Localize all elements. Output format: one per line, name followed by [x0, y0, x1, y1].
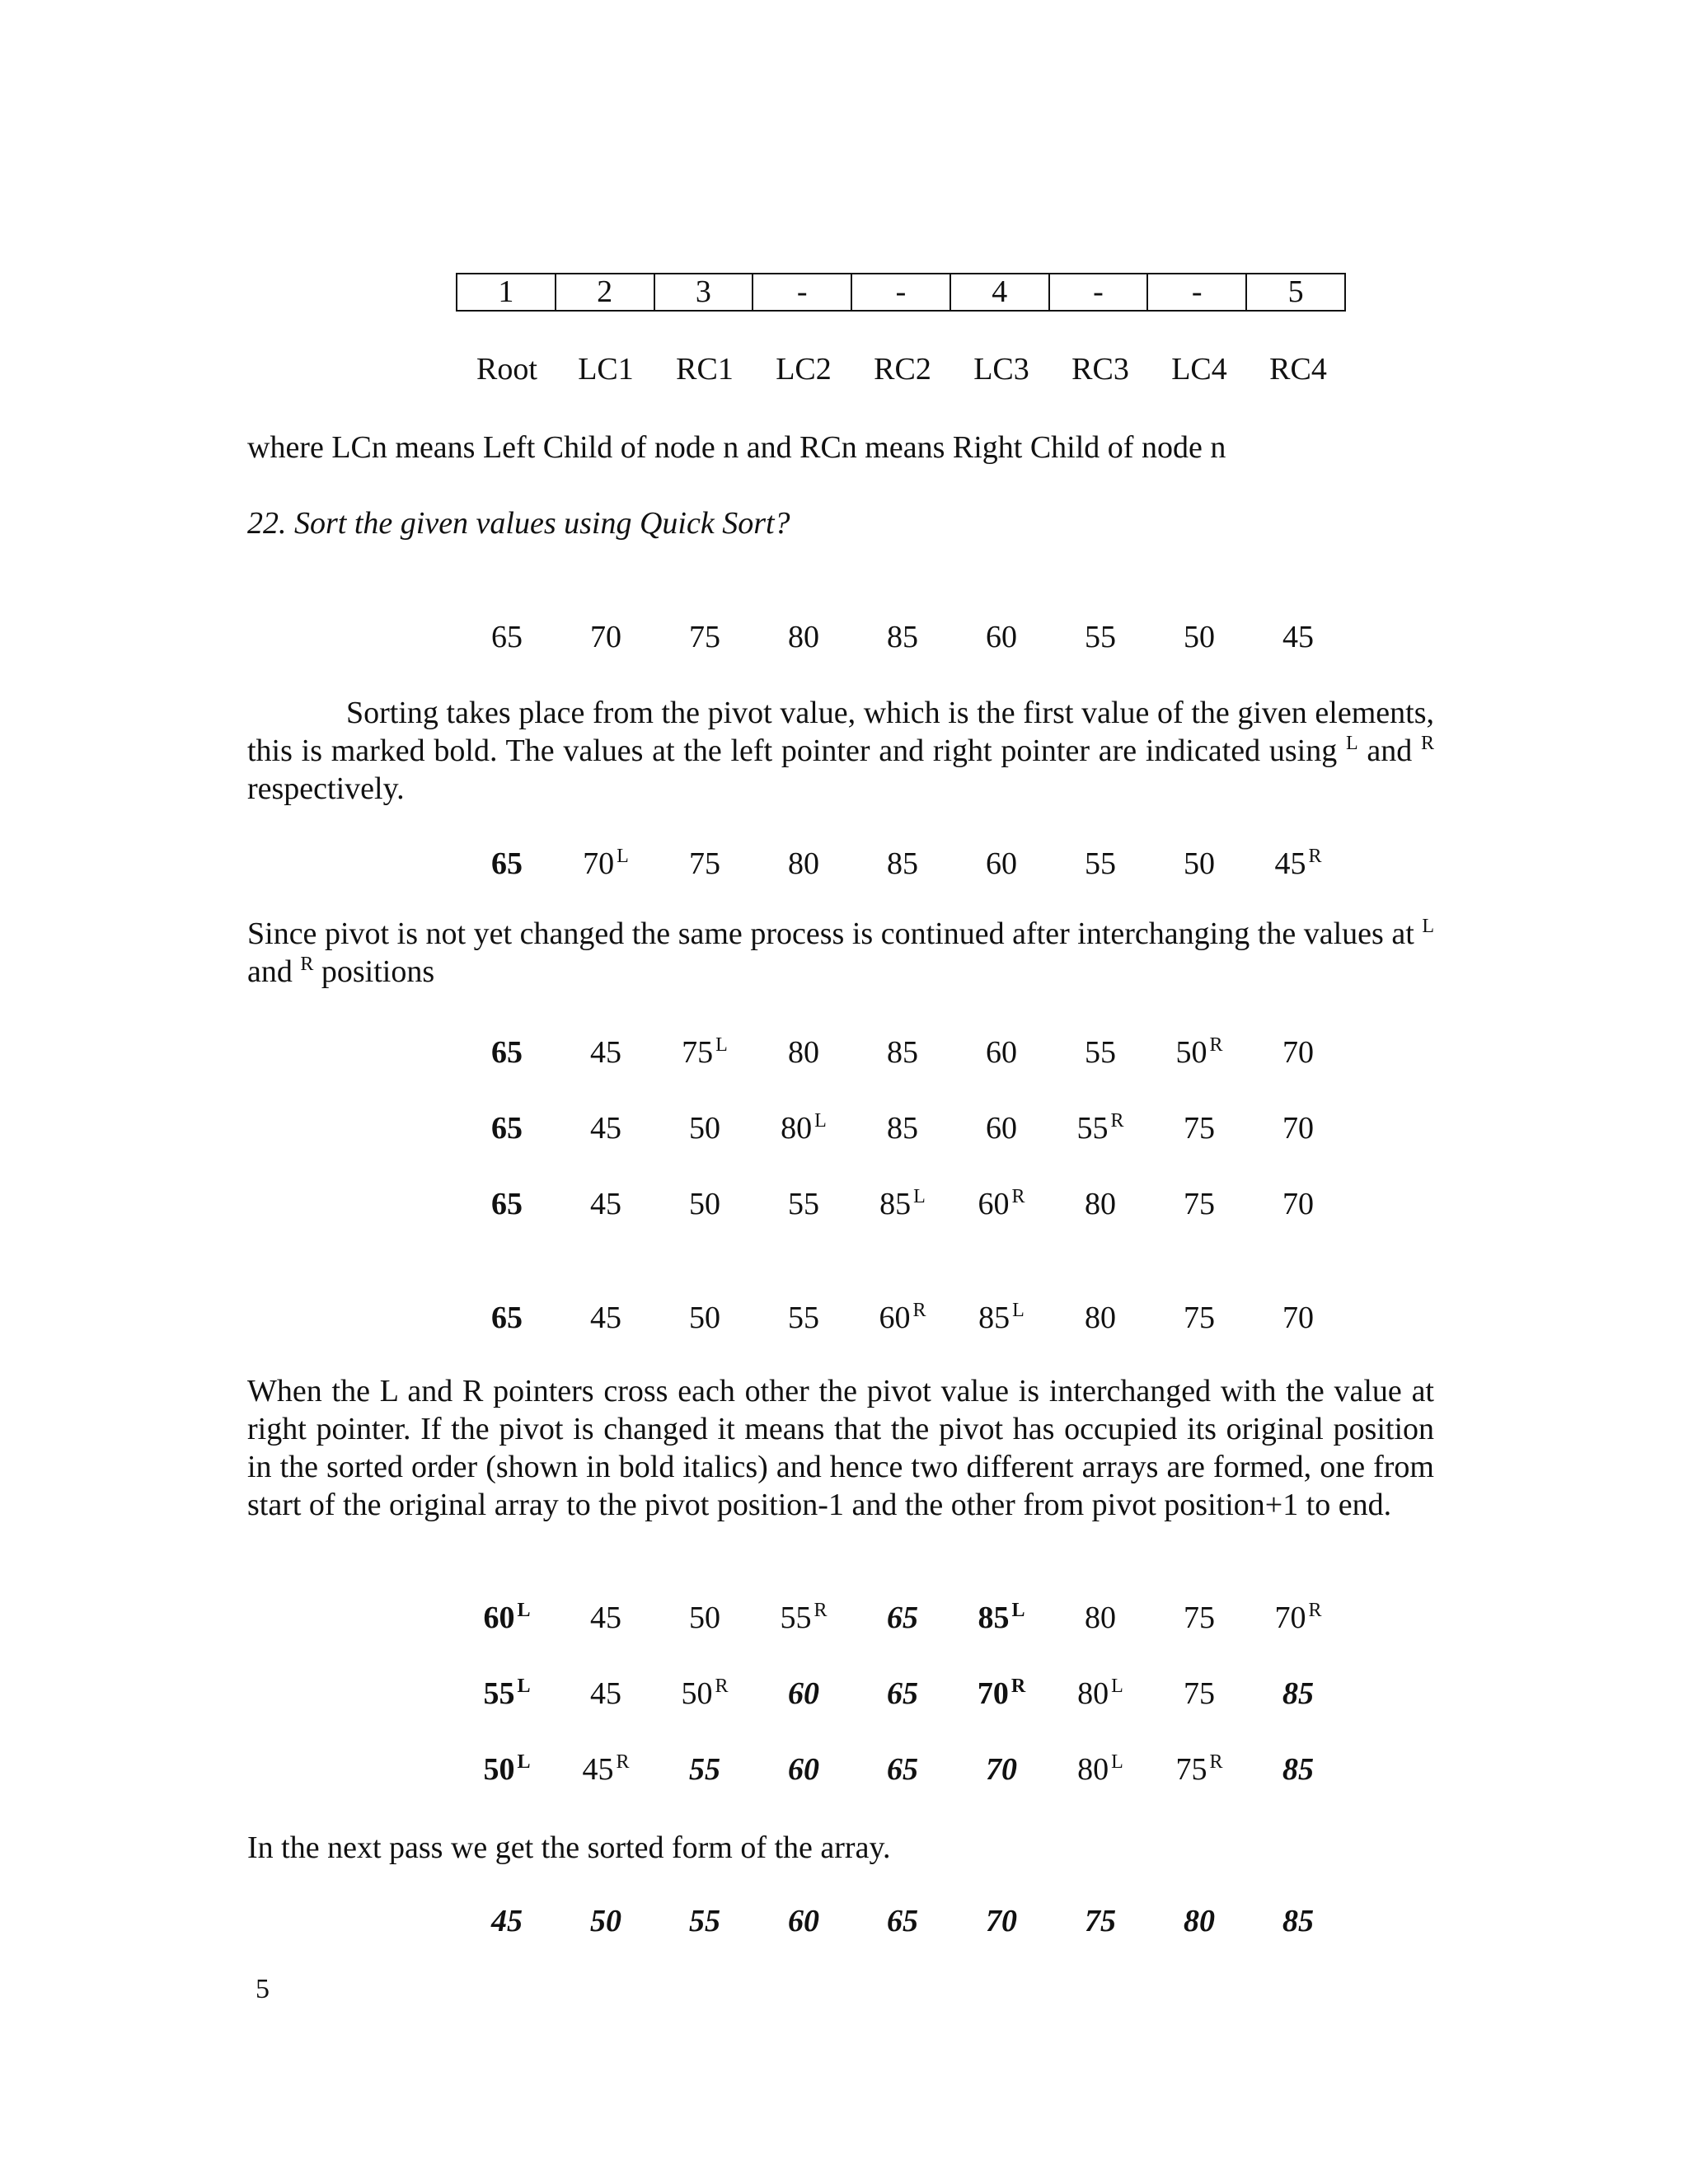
- value-number: 75: [682, 1035, 714, 1070]
- right-pointer-mark: R: [715, 1675, 729, 1697]
- value-number: 60: [788, 1752, 819, 1787]
- value-cell: 50: [1184, 620, 1215, 654]
- value-number: 55: [780, 1601, 812, 1635]
- initial-values-row: [457, 616, 1348, 658]
- sorted-value: 65: [887, 1904, 918, 1938]
- value-number: 55: [788, 1301, 819, 1335]
- value-number: 60: [788, 1676, 819, 1711]
- value-cell: [754, 1108, 853, 1149]
- value-number: 70: [977, 1676, 1009, 1711]
- right-pointer-mark: R: [1308, 846, 1322, 867]
- value-cell: [1249, 1183, 1348, 1225]
- value-cell: [853, 1108, 952, 1149]
- array-label: RC2: [874, 352, 931, 387]
- array-cell: 1: [457, 274, 556, 311]
- value-cell: [655, 1597, 754, 1638]
- value-number: 45: [590, 1035, 621, 1070]
- value-cell: [754, 843, 853, 884]
- value-cell: [1051, 1108, 1150, 1149]
- value-cell: [457, 1032, 556, 1073]
- value-cell: [1150, 1183, 1249, 1225]
- value-number: 45: [590, 1676, 621, 1711]
- value-number: 60: [978, 1187, 1010, 1221]
- value-number: 55: [689, 1752, 720, 1787]
- right-pointer-mark: R: [1110, 1110, 1124, 1132]
- sort-step-row: [457, 1032, 1348, 1073]
- array-table-row: [457, 274, 1345, 311]
- value-number: 80: [1085, 1601, 1116, 1635]
- explanation-paragraph-2: [247, 915, 1434, 991]
- value-number: 50: [681, 1676, 713, 1711]
- value-number: 80: [1085, 1301, 1116, 1335]
- value-cell: 70: [590, 620, 621, 654]
- left-pointer-mark: L: [715, 1034, 728, 1056]
- value-number: 60: [986, 1111, 1017, 1146]
- paragraph-text: and: [247, 954, 301, 989]
- value-cell: [754, 1032, 853, 1073]
- value-cell: [457, 1183, 556, 1225]
- value-cell: [556, 1673, 655, 1714]
- array-cell: 4: [950, 274, 1049, 311]
- partition-step-row: [457, 1597, 1348, 1638]
- sorted-value: 50: [590, 1904, 621, 1938]
- value-number: 85: [978, 1601, 1010, 1635]
- sort-step-row: [457, 1183, 1348, 1225]
- value-cell: [754, 1597, 853, 1638]
- value-cell: [457, 1597, 556, 1638]
- value-number: 45: [590, 1601, 621, 1635]
- value-number: 70: [1282, 1111, 1314, 1146]
- array-label: RC1: [676, 352, 734, 387]
- explanation-paragraph-1: [247, 694, 1434, 808]
- value-number: 45: [582, 1752, 614, 1787]
- value-cell: 65: [491, 620, 523, 654]
- value-cell: [1150, 1032, 1249, 1073]
- value-number: 85: [879, 1187, 912, 1221]
- value-number: 75: [1184, 1187, 1215, 1221]
- left-pointer-mark: L: [1012, 1300, 1025, 1321]
- value-number: 65: [887, 1676, 918, 1711]
- value-cell: 80: [788, 620, 819, 654]
- value-number: 65: [887, 1752, 918, 1787]
- value-cell: [853, 1297, 952, 1338]
- value-number: 50: [1184, 846, 1215, 881]
- value-cell: [1249, 843, 1348, 884]
- left-pointer-mark: L: [1345, 733, 1358, 754]
- where-note: where LCn means Left Child of node n and RCn means Right Child of node n: [247, 430, 1226, 465]
- right-pointer-mark: R: [300, 954, 314, 975]
- sorted-value: 75: [1085, 1904, 1116, 1938]
- value-number: 65: [491, 1301, 523, 1335]
- value-number: 45: [590, 1111, 621, 1146]
- array-cell: 3: [654, 274, 753, 311]
- value-cell: [655, 1108, 754, 1149]
- value-cell: [655, 1297, 754, 1338]
- value-cell: [952, 1749, 1051, 1790]
- value-cell: [655, 1183, 754, 1225]
- value-cell: [1249, 1032, 1348, 1073]
- value-number: 80: [1085, 1187, 1116, 1221]
- value-cell: [1150, 1673, 1249, 1714]
- right-pointer-mark: R: [1209, 1751, 1223, 1773]
- question-heading: 22. Sort the given values using Quick Sort?: [247, 506, 790, 541]
- value-cell: [1051, 1183, 1150, 1225]
- partition-step-row: [457, 1673, 1348, 1714]
- value-cell: [457, 1749, 556, 1790]
- array-cell: -: [753, 274, 851, 311]
- right-pointer-mark: R: [1209, 1034, 1223, 1056]
- value-number: 60: [986, 846, 1017, 881]
- explanation-paragraph-3: When the L and R pointers cross each other the pivot value is interchanged with the value at right pointer. If the pivot is changed it means that the pivot has occupied its original position in the sorted order (shown in bold italics) and hence two different arrays are formed, one from start of the original array to the pivot position-1 and the other from pivot position+1 to end.: [247, 1374, 1434, 1522]
- value-cell: 85: [887, 620, 918, 654]
- value-cell: 55: [1085, 620, 1116, 654]
- value-cell: [754, 1749, 853, 1790]
- value-cell: [1150, 1749, 1249, 1790]
- value-number: 85: [887, 846, 918, 881]
- value-cell: [1249, 1597, 1348, 1638]
- value-cell: 45: [1282, 620, 1314, 654]
- value-cell: [952, 843, 1051, 884]
- value-number: 50: [1175, 1035, 1207, 1070]
- sort-step-row: [457, 843, 1348, 884]
- value-cell: [952, 1297, 1051, 1338]
- sorted-value: 60: [788, 1904, 819, 1938]
- sort-step-row: [457, 1297, 1348, 1338]
- value-cell: [556, 1597, 655, 1638]
- left-pointer-mark: L: [1422, 916, 1434, 937]
- value-number: 80: [1077, 1676, 1109, 1711]
- value-number: 60: [986, 1035, 1017, 1070]
- value-cell: [457, 1297, 556, 1338]
- sorted-value: 85: [1282, 1904, 1314, 1938]
- value-cell: [457, 843, 556, 884]
- value-cell: [1150, 1297, 1249, 1338]
- array-label: LC1: [578, 352, 634, 387]
- value-cell: [1249, 1673, 1348, 1714]
- value-number: 75: [1184, 1601, 1215, 1635]
- value-cell: [1051, 843, 1150, 884]
- value-number: 75: [1184, 1676, 1215, 1711]
- right-pointer-mark: R: [1308, 1600, 1322, 1621]
- value-cell: [754, 1183, 853, 1225]
- array-cell: 5: [1246, 274, 1345, 311]
- value-number: 85: [887, 1035, 918, 1070]
- paragraph-text: Since pivot is not yet changed the same process is continued after interchanging the values at: [247, 916, 1423, 951]
- left-pointer-mark: L: [814, 1110, 827, 1132]
- value-number: 80: [1077, 1752, 1109, 1787]
- left-pointer-mark: L: [617, 846, 629, 867]
- value-cell: [1249, 1749, 1348, 1790]
- value-cell: [952, 1673, 1051, 1714]
- array-label: Root: [476, 352, 537, 387]
- value-number: 50: [689, 1187, 720, 1221]
- value-number: 60: [483, 1601, 515, 1635]
- value-cell: [1051, 1749, 1150, 1790]
- value-number: 45: [590, 1301, 621, 1335]
- right-pointer-mark: R: [1420, 733, 1434, 754]
- value-cell: [853, 1597, 952, 1638]
- value-cell: [655, 1673, 754, 1714]
- value-cell: [655, 1749, 754, 1790]
- value-cell: 60: [986, 620, 1017, 654]
- left-pointer-mark: L: [517, 1751, 531, 1773]
- value-cell: [952, 1183, 1051, 1225]
- value-cell: [556, 1297, 655, 1338]
- value-number: 65: [887, 1601, 918, 1635]
- value-cell: [853, 843, 952, 884]
- right-pointer-mark: R: [912, 1300, 926, 1321]
- array-representation-table: [456, 273, 1346, 312]
- value-number: 75: [689, 846, 720, 881]
- value-number: 70: [1274, 1601, 1306, 1635]
- value-cell: [457, 1673, 556, 1714]
- value-number: 45: [1274, 846, 1306, 881]
- value-number: 85: [887, 1111, 918, 1146]
- value-number: 85: [978, 1301, 1010, 1335]
- array-label: RC4: [1269, 352, 1327, 387]
- sorted-value: 70: [986, 1904, 1017, 1938]
- value-number: 80: [788, 1035, 819, 1070]
- paragraph-text: positions: [313, 954, 435, 989]
- value-cell: [853, 1673, 952, 1714]
- left-pointer-mark: L: [517, 1675, 531, 1697]
- value-number: 55: [1085, 846, 1116, 881]
- value-number: 70: [1282, 1187, 1314, 1221]
- paragraph-text: Sorting takes place from the pivot value, which is the first value of the given elements, this is marked bold. The values at the left pointer and right pointer are indicated using: [247, 696, 1434, 768]
- paragraph-text: and: [1357, 733, 1421, 768]
- array-label: LC2: [776, 352, 832, 387]
- sort-step-row: [457, 1108, 1348, 1149]
- value-number: 65: [491, 1111, 523, 1146]
- value-number: 65: [491, 846, 523, 881]
- paragraph-text: respectively.: [247, 771, 405, 806]
- left-pointer-mark: L: [1111, 1751, 1123, 1773]
- value-cell: [1150, 1597, 1249, 1638]
- value-number: 65: [491, 1035, 523, 1070]
- sorted-value: 45: [491, 1904, 523, 1938]
- value-cell: [556, 1032, 655, 1073]
- value-cell: [556, 1108, 655, 1149]
- value-cell: [1051, 1032, 1150, 1073]
- value-cell: [1150, 843, 1249, 884]
- array-cell: 2: [556, 274, 654, 311]
- value-cell: [556, 843, 655, 884]
- right-pointer-mark: R: [616, 1751, 630, 1773]
- value-cell: [1150, 1108, 1249, 1149]
- value-number: 45: [590, 1187, 621, 1221]
- value-number: 85: [1282, 1752, 1314, 1787]
- left-pointer-mark: L: [517, 1600, 531, 1621]
- value-cell: [1249, 1108, 1348, 1149]
- value-cell: [853, 1749, 952, 1790]
- value-cell: [754, 1297, 853, 1338]
- left-pointer-mark: L: [1111, 1675, 1123, 1697]
- value-number: 50: [689, 1301, 720, 1335]
- value-number: 55: [1076, 1111, 1109, 1146]
- value-number: 75: [1175, 1752, 1207, 1787]
- value-number: 75: [1184, 1111, 1215, 1146]
- value-cell: [655, 1032, 754, 1073]
- sorted-value: 55: [689, 1904, 720, 1938]
- value-number: 80: [788, 846, 819, 881]
- array-cell: -: [851, 274, 950, 311]
- value-number: 85: [1282, 1676, 1314, 1711]
- value-cell: [1051, 1673, 1150, 1714]
- value-number: 70: [583, 846, 615, 881]
- right-pointer-mark: R: [1011, 1186, 1025, 1207]
- value-number: 70: [1282, 1035, 1314, 1070]
- array-label: RC3: [1071, 352, 1129, 387]
- page-number: 5: [256, 1974, 270, 2004]
- array-label: LC4: [1171, 352, 1227, 387]
- value-number: 75: [1184, 1301, 1215, 1335]
- value-cell: [952, 1108, 1051, 1149]
- value-cell: [754, 1673, 853, 1714]
- value-cell: [1051, 1297, 1150, 1338]
- array-label: LC3: [973, 352, 1029, 387]
- sorted-values-row: [457, 1900, 1348, 1942]
- value-cell: [1051, 1597, 1150, 1638]
- value-cell: [853, 1032, 952, 1073]
- left-pointer-mark: L: [1011, 1600, 1025, 1621]
- value-cell: [556, 1749, 655, 1790]
- value-number: 70: [986, 1752, 1017, 1787]
- left-pointer-mark: L: [913, 1186, 926, 1207]
- partition-step-row: [457, 1749, 1348, 1790]
- value-number: 55: [788, 1187, 819, 1221]
- array-cell: -: [1049, 274, 1148, 311]
- array-labels-row: [457, 349, 1348, 390]
- value-number: 50: [483, 1752, 515, 1787]
- right-pointer-mark: R: [814, 1600, 828, 1621]
- value-cell: [952, 1597, 1051, 1638]
- value-cell: [853, 1183, 952, 1225]
- value-number: 55: [1085, 1035, 1116, 1070]
- value-number: 50: [689, 1111, 720, 1146]
- value-number: 50: [689, 1601, 720, 1635]
- value-number: 80: [781, 1111, 813, 1146]
- value-cell: 75: [689, 620, 720, 654]
- value-cell: [952, 1032, 1051, 1073]
- value-number: 55: [483, 1676, 515, 1711]
- explanation-paragraph-4: In the next pass we get the sorted form of the array.: [247, 1830, 891, 1865]
- sorted-value: 80: [1184, 1904, 1215, 1938]
- value-cell: [556, 1183, 655, 1225]
- value-number: 70: [1282, 1301, 1314, 1335]
- right-pointer-mark: R: [1010, 1675, 1026, 1697]
- value-number: 65: [491, 1187, 523, 1221]
- value-cell: [655, 843, 754, 884]
- value-cell: [457, 1108, 556, 1149]
- value-number: 60: [879, 1301, 911, 1335]
- array-cell: -: [1147, 274, 1246, 311]
- value-cell: [1249, 1297, 1348, 1338]
